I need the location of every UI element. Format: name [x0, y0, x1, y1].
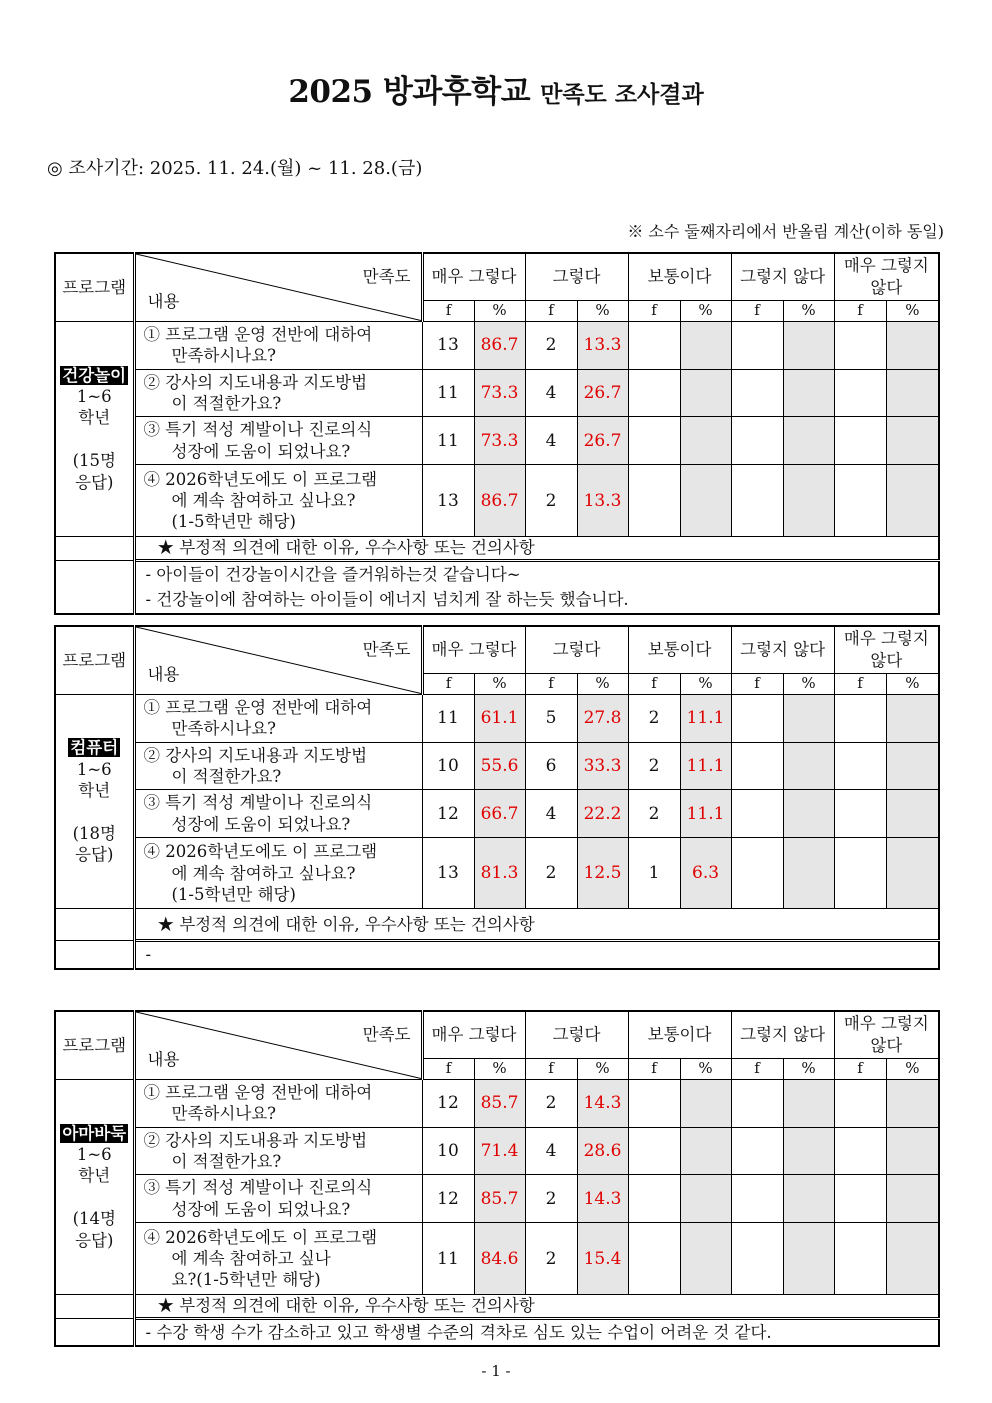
- percent-cell: [886, 369, 939, 417]
- frequency-cell: 10: [422, 1127, 474, 1175]
- f-header: f: [731, 300, 783, 321]
- comment-line: - 수강 학생 수가 감소하고 있고 학생별 수준의 격차로 심도 있는 수업이 어려운 것 같다.: [145, 1322, 772, 1342]
- f-header: f: [834, 1058, 886, 1079]
- program-cell: [55, 694, 134, 909]
- question-line: 성장에 도움이 되었나요?: [171, 1199, 351, 1219]
- percent-cell: [680, 1079, 731, 1127]
- percent-cell: [783, 1127, 834, 1175]
- percent-cell: 81.3: [474, 838, 525, 909]
- option-header: 매우 그렇다: [422, 626, 525, 673]
- frequency-cell: 1: [628, 838, 680, 909]
- table-row: [55, 1223, 939, 1295]
- question-line: ③ 특기 적성 계발이나 진로의식: [143, 420, 373, 440]
- percent-cell: 73.3: [474, 369, 525, 417]
- percent-cell: 14.3: [577, 1079, 628, 1127]
- percent-cell: 86.7: [474, 321, 525, 369]
- percent-cell: [886, 742, 939, 790]
- question-line: ① 프로그램 운영 전반에 대하여: [143, 1082, 373, 1102]
- question-line: ② 강사의 지도내용과 지도방법: [143, 745, 368, 765]
- survey-period: ◎ 조사기간: 2025. 11. 24.(월) ~ 11. 28.(금): [47, 158, 423, 179]
- f-header: f: [525, 300, 577, 321]
- question-line: (1-5학년만 해당): [171, 884, 296, 904]
- table-row: [55, 369, 939, 417]
- question-line: (1-5학년만 해당): [171, 512, 296, 532]
- frequency-cell: 4: [525, 417, 577, 465]
- percent-header: %: [577, 1058, 628, 1079]
- question-line: 이 적절한가요?: [171, 393, 282, 413]
- frequency-cell: [628, 321, 680, 369]
- frequency-cell: 13: [422, 321, 474, 369]
- content-label: 내용: [147, 1050, 180, 1070]
- comment-cell: [134, 941, 939, 969]
- frequency-cell: 12: [422, 1175, 474, 1223]
- question-line: ① 프로그램 운영 전반에 대하여: [143, 697, 373, 717]
- frequency-cell: [834, 465, 886, 537]
- comment-header: ★ 부정적 의견에 대한 이유, 우수사항 또는 건의사항: [134, 909, 939, 941]
- percent-cell: 11.1: [680, 694, 731, 742]
- program-name: 아마바둑: [62, 1123, 127, 1143]
- frequency-cell: [731, 694, 783, 742]
- document-title: [0, 66, 992, 111]
- grade-text: 학년: [78, 1166, 111, 1186]
- frequency-cell: [731, 321, 783, 369]
- f-header: f: [834, 300, 886, 321]
- comment-line: -: [145, 945, 152, 965]
- question-cell: [134, 417, 422, 465]
- frequency-cell: 11: [422, 1223, 474, 1295]
- percent-cell: 66.7: [474, 790, 525, 838]
- frequency-cell: 2: [525, 321, 577, 369]
- frequency-cell: 2: [525, 465, 577, 537]
- percent-cell: [680, 1127, 731, 1175]
- percent-header: %: [886, 1058, 939, 1079]
- percent-cell: [783, 742, 834, 790]
- frequency-cell: [731, 790, 783, 838]
- question-line: 만족하시나요?: [171, 346, 276, 365]
- f-header: f: [525, 673, 577, 694]
- comment-header: ★ 부정적 의견에 대한 이유, 우수사항 또는 건의사항: [134, 1295, 939, 1318]
- frequency-cell: 5: [525, 694, 577, 742]
- percent-cell: 33.3: [577, 742, 628, 790]
- frequency-cell: [731, 742, 783, 790]
- frequency-cell: 13: [422, 838, 474, 909]
- question-cell: [134, 1223, 422, 1295]
- frequency-cell: [834, 694, 886, 742]
- frequency-cell: [834, 790, 886, 838]
- frequency-cell: [628, 417, 680, 465]
- question-line: ② 강사의 지도내용과 지도방법: [143, 372, 368, 392]
- question-cell: [134, 1079, 422, 1127]
- question-cell: [134, 1127, 422, 1175]
- option-header: 매우 그렇다: [422, 253, 525, 300]
- frequency-cell: [628, 1079, 680, 1127]
- respondents-text: 응답): [75, 1230, 114, 1250]
- frequency-cell: 2: [628, 742, 680, 790]
- percent-cell: [886, 694, 939, 742]
- percent-cell: 11.1: [680, 790, 731, 838]
- question-line: ③ 특기 적성 계발이나 진로의식: [143, 793, 373, 813]
- percent-cell: 85.7: [474, 1175, 525, 1223]
- percent-cell: [783, 1175, 834, 1223]
- survey-table: [54, 1010, 940, 1347]
- table-row: [55, 694, 939, 742]
- grade-text: 학년: [78, 408, 111, 428]
- content-label: 내용: [147, 292, 180, 312]
- f-header: f: [834, 673, 886, 694]
- percent-cell: 13.3: [577, 321, 628, 369]
- frequency-cell: 2: [628, 694, 680, 742]
- frequency-cell: [628, 465, 680, 537]
- grade-text: 학년: [78, 780, 111, 800]
- frequency-cell: 4: [525, 369, 577, 417]
- frequency-cell: 4: [525, 1127, 577, 1175]
- question-line: ④ 2026학년도에도 이 프로그램: [143, 1227, 378, 1247]
- percent-header: %: [886, 300, 939, 321]
- percent-cell: 84.6: [474, 1223, 525, 1295]
- f-header: f: [422, 1058, 474, 1079]
- f-header: f: [628, 673, 680, 694]
- percent-cell: [680, 1223, 731, 1295]
- question-line: 에 계속 참여하고 싶나: [171, 1249, 331, 1269]
- frequency-cell: [834, 369, 886, 417]
- option-header: 매우 그렇지 않다: [834, 1011, 939, 1058]
- percent-cell: [886, 838, 939, 909]
- table-row: [55, 465, 939, 537]
- frequency-cell: [834, 1079, 886, 1127]
- percent-header: %: [577, 300, 628, 321]
- blank-program-cell: [55, 909, 134, 941]
- f-header: f: [628, 1058, 680, 1079]
- frequency-cell: 2: [525, 1079, 577, 1127]
- question-cell: [134, 694, 422, 742]
- percent-cell: [783, 417, 834, 465]
- percent-cell: [680, 321, 731, 369]
- question-cell: [134, 465, 422, 537]
- comment-cell: [134, 1318, 939, 1346]
- program-header: 프로그램: [55, 1011, 134, 1079]
- percent-cell: 11.1: [680, 742, 731, 790]
- percent-cell: 27.8: [577, 694, 628, 742]
- question-line: ② 강사의 지도내용과 지도방법: [143, 1130, 368, 1150]
- blank-program-cell: [55, 537, 134, 560]
- title-sub: 만족도 조사결과: [540, 81, 704, 108]
- question-line: 만족하시나요?: [171, 1104, 276, 1123]
- frequency-cell: 2: [525, 838, 577, 909]
- f-header: f: [525, 1058, 577, 1079]
- question-cell: [134, 1175, 422, 1223]
- percent-cell: [783, 321, 834, 369]
- percent-cell: [886, 321, 939, 369]
- percent-cell: [783, 790, 834, 838]
- percent-cell: 55.6: [474, 742, 525, 790]
- table-row: [55, 1079, 939, 1127]
- option-header: 보통이다: [628, 253, 731, 300]
- question-cell: [134, 790, 422, 838]
- frequency-cell: 2: [525, 1175, 577, 1223]
- frequency-cell: [731, 417, 783, 465]
- grade-text: 1~6: [76, 759, 112, 779]
- title-main: 2025 방과후학교: [288, 74, 531, 110]
- percent-cell: [680, 417, 731, 465]
- comment-header: ★ 부정적 의견에 대한 이유, 우수사항 또는 건의사항: [134, 537, 939, 560]
- question-line: ③ 특기 적성 계발이나 진로의식: [143, 1178, 373, 1198]
- percent-cell: [680, 369, 731, 417]
- respondents-text: (15명: [72, 451, 116, 471]
- frequency-cell: [731, 1079, 783, 1127]
- frequency-cell: [628, 1127, 680, 1175]
- frequency-cell: [834, 1175, 886, 1223]
- program-name: 컴퓨터: [70, 738, 119, 758]
- percent-cell: 14.3: [577, 1175, 628, 1223]
- comment-line: - 건강놀이에 참여하는 아이들이 에너지 넘치게 잘 하는듯 했습니다.: [145, 590, 629, 610]
- percent-cell: 28.6: [577, 1127, 628, 1175]
- percent-cell: [886, 1079, 939, 1127]
- frequency-cell: [731, 1223, 783, 1295]
- option-header: 그렇지 않다: [731, 1011, 834, 1058]
- program-name: 건강놀이: [62, 365, 127, 385]
- percent-cell: [783, 1079, 834, 1127]
- content-satisfaction-header: [134, 253, 422, 321]
- percent-cell: 22.2: [577, 790, 628, 838]
- frequency-cell: 11: [422, 694, 474, 742]
- respondents-text: (14명: [72, 1209, 116, 1229]
- percent-header: %: [886, 673, 939, 694]
- question-line: 이 적절한가요?: [171, 766, 282, 786]
- table-row: [55, 1175, 939, 1223]
- option-header: 보통이다: [628, 1011, 731, 1058]
- frequency-cell: [731, 369, 783, 417]
- page-number: - 1 -: [481, 1362, 511, 1380]
- frequency-cell: [731, 1175, 783, 1223]
- frequency-cell: [834, 742, 886, 790]
- question-line: 만족하시나요?: [171, 719, 276, 738]
- percent-header: %: [783, 300, 834, 321]
- table-row: [55, 790, 939, 838]
- frequency-cell: [731, 465, 783, 537]
- comment-line: - 아이들이 건강놀이시간을 즐거워하는것 같습니다~: [145, 564, 521, 584]
- percent-cell: [680, 1175, 731, 1223]
- content-satisfaction-header: [134, 626, 422, 694]
- percent-cell: 26.7: [577, 369, 628, 417]
- table-row: [55, 1127, 939, 1175]
- question-line: ① 프로그램 운영 전반에 대하여: [143, 324, 373, 344]
- percent-cell: [886, 790, 939, 838]
- table-row: [55, 417, 939, 465]
- percent-cell: [680, 465, 731, 537]
- frequency-cell: [834, 1127, 886, 1175]
- frequency-cell: [834, 1223, 886, 1295]
- blank-program-cell: [55, 1295, 134, 1318]
- respondents-text: 응답): [75, 845, 114, 865]
- percent-cell: [783, 369, 834, 417]
- frequency-cell: 11: [422, 417, 474, 465]
- percent-cell: [783, 465, 834, 537]
- program-cell: [55, 1079, 134, 1295]
- frequency-cell: 4: [525, 790, 577, 838]
- program-header: 프로그램: [55, 626, 134, 694]
- question-line: ④ 2026학년도에도 이 프로그램: [143, 469, 378, 489]
- option-header: 그렇지 않다: [731, 253, 834, 300]
- percent-header: %: [680, 1058, 731, 1079]
- option-header: 매우 그렇지 않다: [834, 253, 939, 300]
- frequency-cell: [834, 417, 886, 465]
- percent-cell: 13.3: [577, 465, 628, 537]
- percent-cell: [783, 694, 834, 742]
- percent-cell: [886, 1223, 939, 1295]
- f-header: f: [628, 300, 680, 321]
- percent-cell: [783, 1223, 834, 1295]
- frequency-cell: [834, 838, 886, 909]
- question-cell: [134, 742, 422, 790]
- percent-cell: 61.1: [474, 694, 525, 742]
- program-header: 프로그램: [55, 253, 134, 321]
- frequency-cell: 13: [422, 465, 474, 537]
- percent-cell: 71.4: [474, 1127, 525, 1175]
- frequency-cell: 12: [422, 790, 474, 838]
- f-header: f: [731, 673, 783, 694]
- program-cell: [55, 321, 134, 537]
- f-header: f: [422, 673, 474, 694]
- question-line: 성장에 도움이 되었나요?: [171, 441, 351, 461]
- option-header: 그렇다: [525, 626, 628, 673]
- table-row: [55, 838, 939, 909]
- percent-cell: [783, 838, 834, 909]
- question-cell: [134, 321, 422, 369]
- option-header: 그렇다: [525, 1011, 628, 1058]
- table-row: [55, 742, 939, 790]
- percent-cell: [886, 465, 939, 537]
- percent-cell: 6.3: [680, 838, 731, 909]
- question-line: 에 계속 참여하고 싶나요?: [171, 491, 356, 511]
- percent-cell: 12.5: [577, 838, 628, 909]
- percent-cell: [886, 417, 939, 465]
- percent-header: %: [680, 673, 731, 694]
- frequency-cell: 11: [422, 369, 474, 417]
- blank-program-cell: [55, 560, 134, 614]
- question-cell: [134, 369, 422, 417]
- percent-header: %: [783, 673, 834, 694]
- question-cell: [134, 838, 422, 909]
- option-header: 매우 그렇지 않다: [834, 626, 939, 673]
- percent-header: %: [474, 1058, 525, 1079]
- percent-cell: 26.7: [577, 417, 628, 465]
- question-line: ④ 2026학년도에도 이 프로그램: [143, 842, 378, 862]
- satisfaction-label: 만족도: [362, 1025, 411, 1044]
- question-line: 에 계속 참여하고 싶나요?: [171, 863, 356, 883]
- survey-table: [54, 625, 940, 970]
- option-header: 그렇지 않다: [731, 626, 834, 673]
- blank-program-cell: [55, 1318, 134, 1346]
- frequency-cell: [731, 838, 783, 909]
- frequency-cell: [834, 321, 886, 369]
- respondents-text: (18명: [72, 823, 116, 843]
- grade-text: 1~6: [76, 1145, 112, 1164]
- frequency-cell: [628, 1175, 680, 1223]
- f-header: f: [422, 300, 474, 321]
- content-label: 내용: [147, 665, 180, 685]
- question-line: 이 적절한가요?: [171, 1151, 282, 1171]
- percent-header: %: [680, 300, 731, 321]
- percent-header: %: [474, 300, 525, 321]
- percent-cell: 86.7: [474, 465, 525, 537]
- grade-text: 1~6: [76, 387, 112, 406]
- blank-program-cell: [55, 941, 134, 969]
- content-satisfaction-header: [134, 1011, 422, 1079]
- survey-table: [54, 252, 940, 615]
- option-header: 보통이다: [628, 626, 731, 673]
- percent-header: %: [474, 673, 525, 694]
- frequency-cell: 6: [525, 742, 577, 790]
- percent-cell: 85.7: [474, 1079, 525, 1127]
- frequency-cell: 10: [422, 742, 474, 790]
- option-header: 그렇다: [525, 253, 628, 300]
- frequency-cell: [731, 1127, 783, 1175]
- percent-cell: 15.4: [577, 1223, 628, 1295]
- frequency-cell: 12: [422, 1079, 474, 1127]
- satisfaction-label: 만족도: [362, 640, 411, 659]
- satisfaction-label: 만족도: [362, 267, 411, 286]
- frequency-cell: [628, 1223, 680, 1295]
- question-line: 요?(1-5학년만 해당): [171, 1270, 321, 1290]
- respondents-text: 응답): [75, 472, 114, 492]
- percent-header: %: [577, 673, 628, 694]
- percent-cell: 73.3: [474, 417, 525, 465]
- comment-cell: [134, 560, 939, 614]
- frequency-cell: [628, 369, 680, 417]
- table-row: [55, 321, 939, 369]
- option-header: 매우 그렇다: [422, 1011, 525, 1058]
- question-line: 성장에 도움이 되었나요?: [171, 814, 351, 834]
- percent-cell: [886, 1175, 939, 1223]
- frequency-cell: 2: [525, 1223, 577, 1295]
- frequency-cell: 2: [628, 790, 680, 838]
- percent-cell: [886, 1127, 939, 1175]
- percent-header: %: [783, 1058, 834, 1079]
- f-header: f: [731, 1058, 783, 1079]
- rounding-note: ※ 소수 둘째자리에서 반올림 계산(이하 동일): [627, 222, 944, 241]
